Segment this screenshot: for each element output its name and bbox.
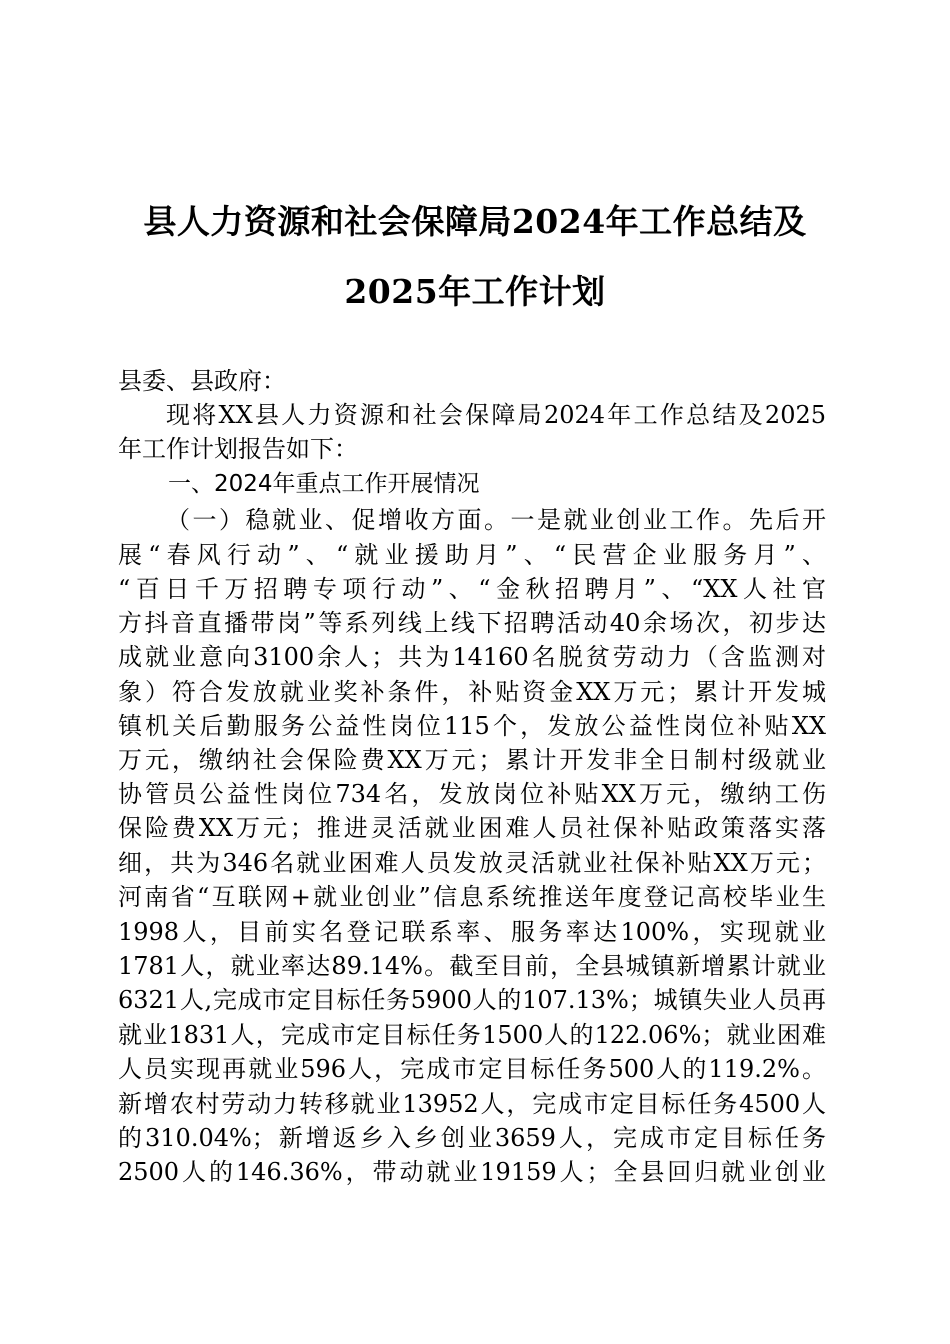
intro-line: 现将XX县人力资源和社会保障局2024年工作总结及2025 xyxy=(166,401,826,429)
body-line: 2500人的146.36%，带动就业19159人；全县回归就业创业 xyxy=(118,1158,826,1186)
body-line: 的310.04%；新增返乡入乡创业3659人，完成市定目标任务 xyxy=(118,1124,826,1152)
body-line: “百日千万招聘专项行动”、“金秋招聘月”、“XX人社官 xyxy=(118,575,826,603)
section-heading: 一、2024年重点工作开展情况 xyxy=(168,471,480,497)
body-line: 新增农村劳动力转移就业13952人，完成市定目标任务4500人 xyxy=(118,1090,826,1118)
body-line: 方抖音直播带岗”等系列线上线下招聘活动40余场次，初步达 xyxy=(118,609,826,637)
body-line: 成就业意向3100余人；共为14160名脱贫劳动力（含监测对 xyxy=(118,643,826,671)
body-line: 展“春风行动”、“就业援助月”、“民营企业服务月”、 xyxy=(118,541,826,569)
document-title-line-1: 县人力资源和社会保障局2024年工作总结及 xyxy=(143,202,807,241)
body-line: 河南省“互联网+就业创业”信息系统推送年度登记高校毕业生 xyxy=(118,883,826,911)
body-line: 细，共为346名就业困难人员发放灵活就业社保补贴XX万元； xyxy=(118,849,826,877)
body-line: 1781人，就业率达89.14%。截至目前，全县城镇新增累计就业 xyxy=(118,952,826,980)
body-line: 6321人,完成市定目标任务5900人的107.13%；城镇失业人员再 xyxy=(118,986,826,1014)
body-line: （一）稳就业、促增收方面。一是就业创业工作。先后开 xyxy=(166,506,826,534)
body-line: 协管员公益性岗位734名，发放岗位补贴XX万元，缴纳工伤 xyxy=(118,780,826,808)
body-line: 镇机关后勤服务公益性岗位115个，发放公益性岗位补贴XX xyxy=(118,712,826,740)
body-line: 就业1831人，完成市定目标任务1500人的122.06%；就业困难 xyxy=(118,1021,826,1049)
body-line: 万元，缴纳社会保险费XX万元；累计开发非全日制村级就业 xyxy=(118,746,826,774)
body-line: 象）符合发放就业奖补条件，补贴资金XX万元；累计开发城 xyxy=(118,678,826,706)
document-title-line-2: 2025年工作计划 xyxy=(344,272,606,311)
salutation: 县委、县政府： xyxy=(118,367,286,395)
body-line: 保险费XX万元；推进灵活就业困难人员社保补贴政策落实落 xyxy=(118,814,826,842)
body-line: 1998人，目前实名登记联系率、服务率达100%，实现就业 xyxy=(118,918,826,946)
body-line: 人员实现再就业596人，完成市定目标任务500人的119.2%。 xyxy=(118,1055,826,1083)
intro-line: 年工作计划报告如下： xyxy=(118,435,358,463)
